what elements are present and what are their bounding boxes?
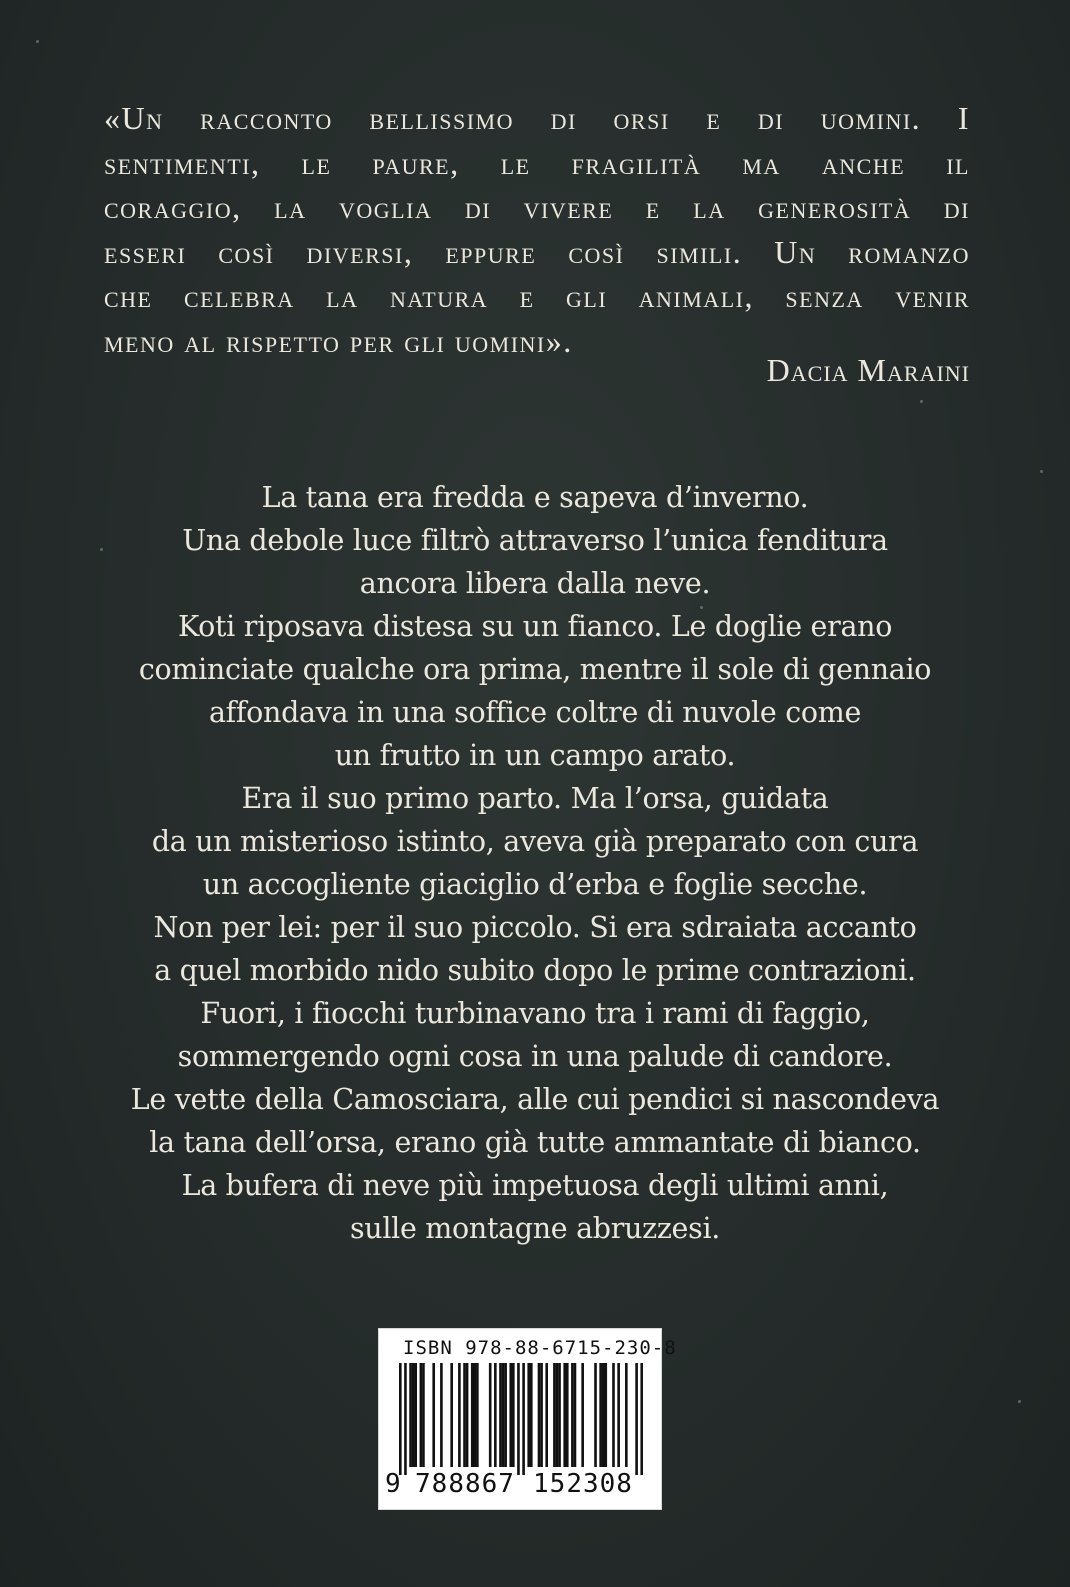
excerpt-line: un accogliente giaciglio d’erba e foglie secche. (202, 868, 868, 901)
barcode-bar (538, 1363, 541, 1467)
barcode-bar (494, 1363, 497, 1467)
barcode-bar (458, 1363, 461, 1467)
barcode-bar (545, 1363, 548, 1467)
paper-speck (1040, 470, 1043, 473)
barcode-bar (563, 1363, 566, 1467)
paper-speck (700, 606, 703, 609)
quote-line: esseri così diversi, eppure così simili. Un romanzo (104, 233, 970, 270)
barcode-bar (617, 1363, 620, 1467)
excerpt-line: Non per lei: per il suo piccolo. Si era sdraiata accanto (153, 911, 917, 944)
quote-line: sentimenti, le paure, le fragilità ma anche il (104, 144, 970, 181)
quote-line: meno al rispetto per gli uomini». (104, 322, 573, 359)
paper-speck (1018, 1400, 1021, 1403)
barcode-bar (422, 1363, 425, 1467)
quote-line: coraggio, la voglia di vivere e la generosità di (104, 189, 970, 226)
barcode-bar (409, 1363, 412, 1467)
barcode-bar (471, 1363, 474, 1467)
barcode-bar (540, 1363, 543, 1467)
barcode-bar (625, 1363, 628, 1467)
barcode-bar (504, 1363, 507, 1467)
barcode-bar (599, 1363, 602, 1467)
barcode-bar (527, 1363, 530, 1467)
barcode-bar (602, 1363, 605, 1467)
barcode-bar (499, 1363, 502, 1467)
barcode-bar (440, 1363, 443, 1467)
quote-line: che celebra la natura e gli animali, senza venir (104, 278, 970, 315)
review-quote (104, 96, 970, 364)
excerpt-line: La tana era fredda e sapeva d’inverno. (261, 481, 809, 514)
excerpt-line: cominciate qualche ora prima, mentre il sole di gennaio (138, 653, 932, 686)
barcode-bar (530, 1363, 533, 1467)
excerpt-line: sommergendo ogni cosa in una palude di candore. (177, 1040, 893, 1073)
barcode-bar (604, 1363, 607, 1467)
barcode-bar (594, 1363, 597, 1467)
barcode-bar (612, 1363, 615, 1467)
excerpt-line: un frutto in un campo arato. (334, 739, 736, 772)
paper-speck (100, 548, 103, 551)
excerpt-line: a quel morbido nido subito dopo le prime contrazioni. (154, 954, 916, 987)
barcode-bar (450, 1363, 453, 1467)
barcode-guard-bar (517, 1363, 520, 1475)
paper-speck (36, 40, 39, 43)
barcode-bars (399, 1363, 643, 1475)
barcode-bar (466, 1363, 469, 1467)
barcode-bar (476, 1363, 479, 1467)
barcode-bar (553, 1363, 556, 1467)
barcode-guard-bar (635, 1363, 638, 1475)
barcode-bar (473, 1363, 476, 1467)
quote-author: Dacia Maraini (766, 352, 970, 388)
quote-line: «Un racconto bellissimo di orsi e di uomini. I (104, 100, 970, 136)
excerpt-line: affondava in una soffice coltre di nuvole come (208, 696, 862, 729)
ean-left-digits: 788867 (415, 1469, 515, 1499)
excerpt-line: La bufera di neve più impetuosa degli ultimi anni, (181, 1169, 889, 1202)
barcode-bar (574, 1363, 577, 1467)
excerpt-line: Era il suo primo parto. Ma l’orsa, guidata (241, 782, 829, 815)
barcode-bar (502, 1363, 505, 1467)
barcode-bar (463, 1363, 466, 1467)
barcode-bar (412, 1363, 415, 1467)
barcode-bar (432, 1363, 435, 1467)
barcode-bar (558, 1363, 561, 1467)
excerpt-line: Le vette della Camosciara, alle cui pendici si nascondeva (130, 1083, 940, 1116)
barcode-guard-bar (640, 1363, 643, 1475)
barcode-bar (414, 1363, 417, 1467)
ean-right-digits: 152308 (533, 1469, 633, 1499)
barcode-bar (566, 1363, 569, 1467)
barcode-guard-bar (404, 1363, 407, 1475)
barcode-bar (571, 1363, 574, 1467)
book-excerpt (60, 476, 1010, 1250)
barcode-bar (420, 1363, 423, 1467)
excerpt-line: Una debole luce filtrò attraverso l’unica fenditura (182, 524, 888, 557)
excerpt-line: Fuori, i fiocchi turbinavano tra i rami di faggio, (200, 997, 870, 1030)
barcode-bar (581, 1363, 584, 1467)
paper-speck (920, 400, 923, 403)
excerpt-line: ancora libera dalla neve. (359, 567, 711, 600)
barcode-bar (489, 1363, 492, 1467)
excerpt-line: sulle montagne abruzzesi. (349, 1212, 721, 1245)
excerpt-line: da un misterioso istinto, aveva già preparato con cura (151, 825, 919, 858)
isbn-barcode (378, 1328, 677, 1510)
isbn-label: ISBN 978-88-6715-230-8 (403, 1337, 677, 1359)
barcode-bar (509, 1363, 512, 1467)
barcode-bar (512, 1363, 515, 1467)
excerpt-line: Koti riposava distesa su un fianco. Le doglie erano (177, 610, 893, 643)
excerpt-line: la tana dell’orsa, erano già tutte ammantate di bianco. (149, 1126, 921, 1159)
barcode-guard-bar (522, 1363, 525, 1475)
barcode-bar (556, 1363, 559, 1467)
barcode-guard-bar (399, 1363, 402, 1475)
ean-first-digit: 9 (385, 1469, 401, 1499)
